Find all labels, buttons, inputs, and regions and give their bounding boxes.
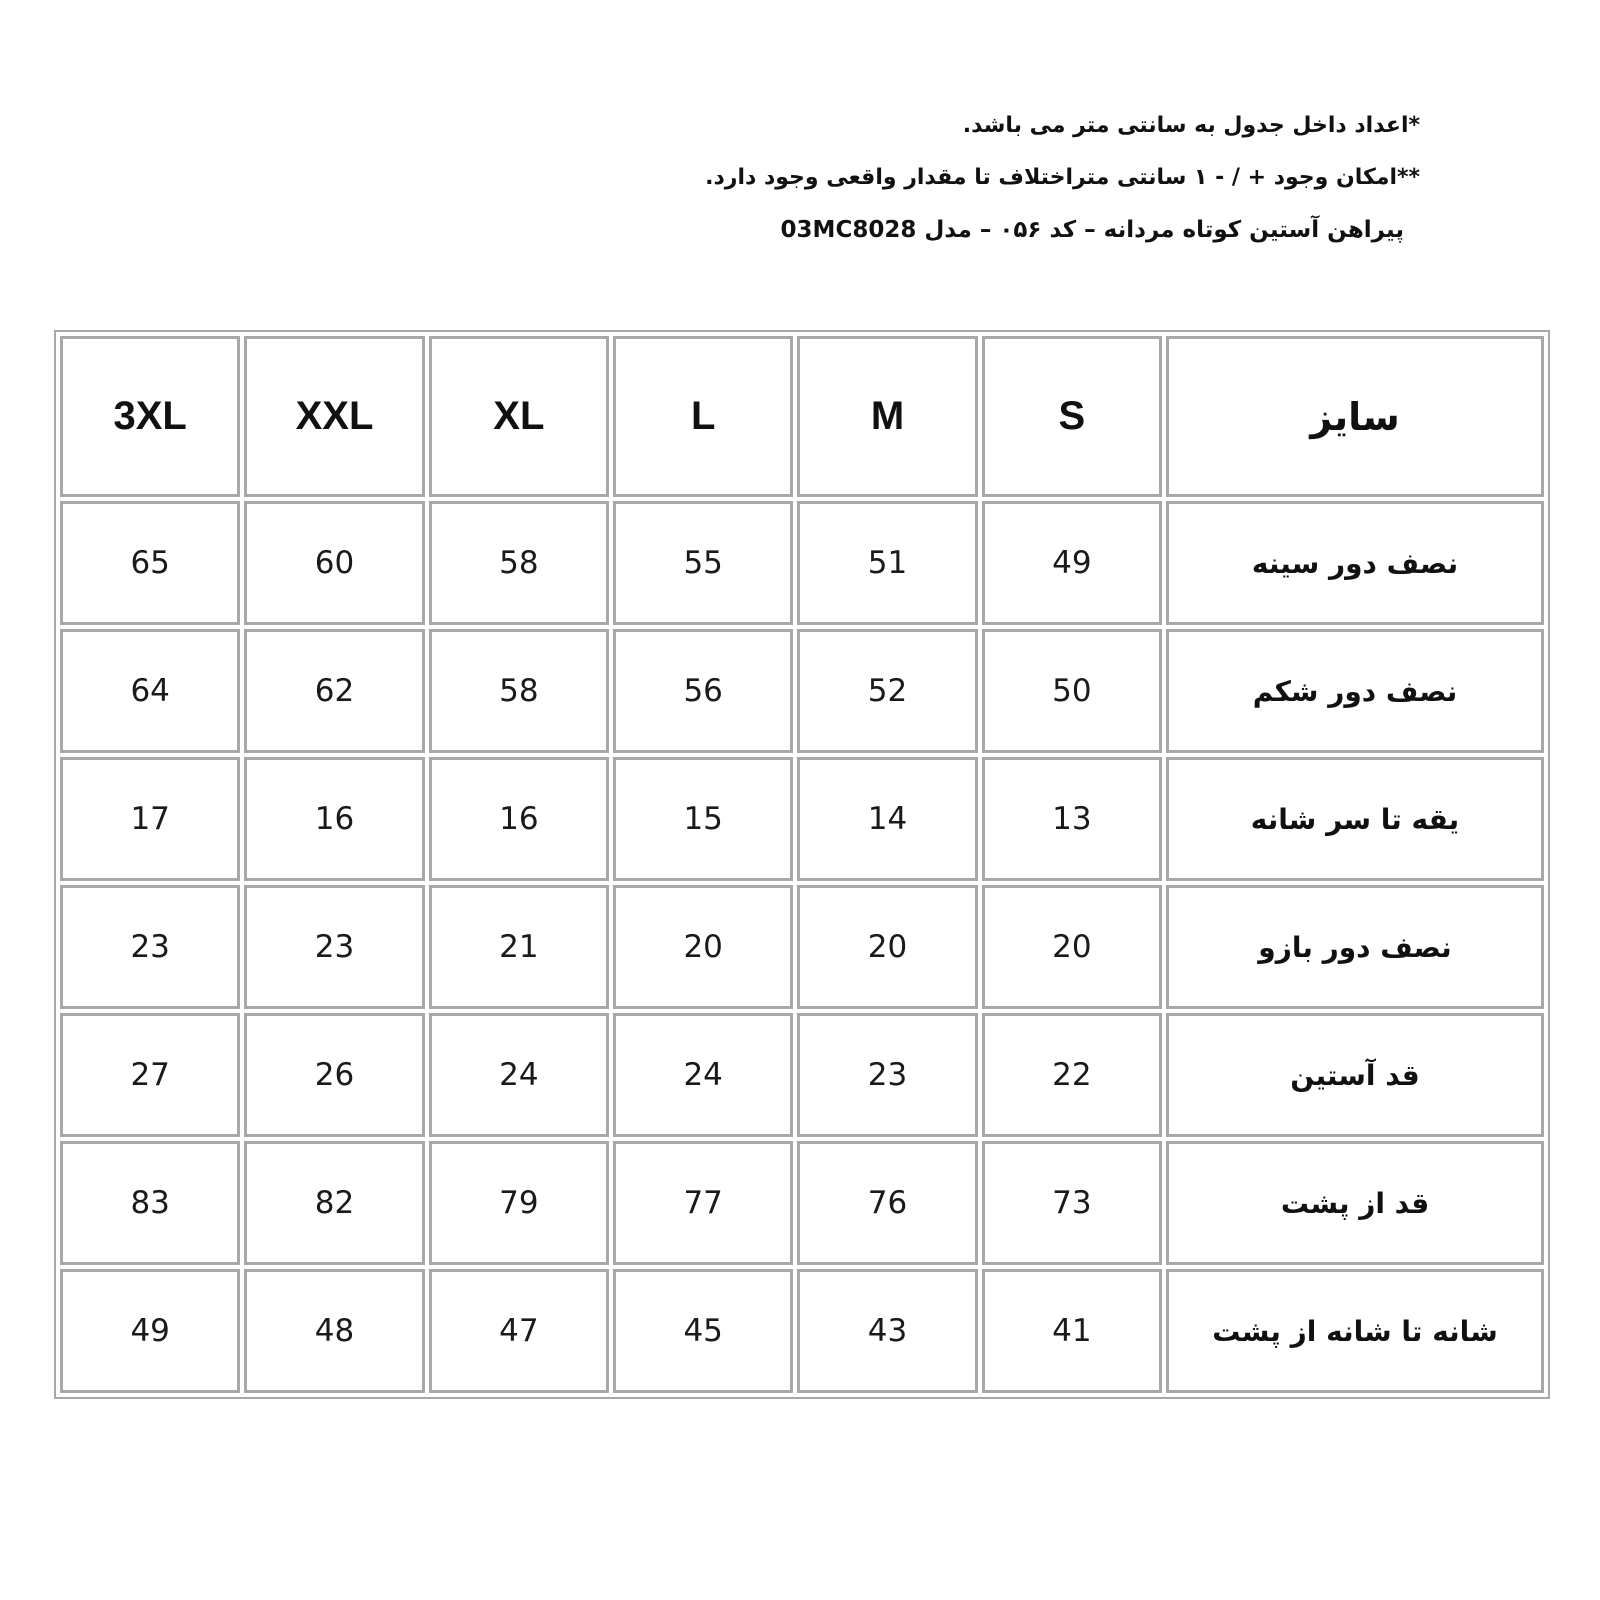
row-label: قد از پشت <box>1280 1186 1430 1220</box>
cell-value: 49 <box>130 1313 170 1349</box>
notes-block <box>520 112 1420 268</box>
table-row <box>60 1269 1544 1393</box>
cell-value: 55 <box>683 545 723 581</box>
table-cell <box>244 1269 424 1393</box>
cell-value: 20 <box>1052 929 1092 965</box>
table-cell <box>244 501 424 625</box>
cell-value: 20 <box>683 929 723 965</box>
table-cell <box>797 1141 977 1265</box>
table-cell <box>60 757 240 881</box>
cell-value: 17 <box>130 801 170 837</box>
size-header-cell <box>244 336 424 497</box>
table-cell <box>429 629 609 753</box>
row-label-cell <box>1166 1013 1544 1137</box>
table-cell <box>982 1269 1162 1393</box>
row-label-cell <box>1166 501 1544 625</box>
table-cell <box>613 1269 793 1393</box>
cell-value: 51 <box>867 545 908 581</box>
row-label: شانه تا شانه از پشت <box>1212 1314 1498 1348</box>
row-label-cell <box>1166 757 1544 881</box>
size-header-cell <box>982 336 1162 497</box>
cell-value: 27 <box>130 1057 170 1093</box>
table-cell <box>429 1141 609 1265</box>
row-label-cell <box>1166 629 1544 753</box>
note-tolerance: **امکان وجود + / - ۱ سانتی متراختلاف تا مقدار واقعی وجود دارد. <box>705 165 1420 190</box>
row-label-cell <box>1166 1141 1544 1265</box>
cell-value: 65 <box>130 545 170 581</box>
cell-value: 56 <box>683 673 723 709</box>
table-cell <box>244 885 424 1009</box>
table-cell <box>613 501 793 625</box>
cell-value: 22 <box>1052 1057 1092 1093</box>
table-cell <box>982 885 1162 1009</box>
cell-value: 23 <box>867 1057 908 1093</box>
row-label: نصف دور شکم <box>1252 674 1458 708</box>
cell-value: 24 <box>683 1057 723 1093</box>
table-cell <box>982 501 1162 625</box>
table-cell <box>797 757 977 881</box>
row-label: قد آستین <box>1290 1058 1420 1092</box>
cell-value: 21 <box>499 929 539 965</box>
table-cell <box>797 885 977 1009</box>
cell-value: 23 <box>130 929 170 965</box>
table-row <box>60 1141 1544 1265</box>
cell-value: 16 <box>499 801 539 837</box>
header-label-cell <box>1166 336 1544 497</box>
cell-value: 62 <box>314 673 355 709</box>
size-header: L <box>690 394 716 438</box>
cell-value: 50 <box>1052 673 1092 709</box>
size-header-cell <box>60 336 240 497</box>
cell-value: 83 <box>130 1185 170 1221</box>
cell-value: 43 <box>867 1313 908 1349</box>
table-cell <box>613 885 793 1009</box>
table-cell <box>60 1141 240 1265</box>
table-cell <box>60 1269 240 1393</box>
row-label: یقه تا سر شانه <box>1250 802 1460 836</box>
cell-value: 16 <box>314 801 355 837</box>
table-row <box>60 1013 1544 1137</box>
table-cell <box>982 1141 1162 1265</box>
table-cell <box>797 1013 977 1137</box>
cell-value: 64 <box>130 673 170 709</box>
cell-value: 79 <box>499 1185 539 1221</box>
table-cell <box>60 1013 240 1137</box>
cell-value: 13 <box>1052 801 1092 837</box>
row-label: نصف دور بازو <box>1258 930 1452 964</box>
cell-value: 49 <box>1052 545 1092 581</box>
table-cell <box>429 1013 609 1137</box>
row-label-cell <box>1166 885 1544 1009</box>
table-cell <box>613 629 793 753</box>
cell-value: 58 <box>499 673 539 709</box>
table-cell <box>429 885 609 1009</box>
table-cell <box>613 1013 793 1137</box>
cell-value: 45 <box>683 1313 723 1349</box>
table-row <box>60 885 1544 1009</box>
table-cell <box>244 757 424 881</box>
product-title: پیراهن آستین کوتاه مردانه – کد ۰۵۶ – مدل 03MC8028 <box>780 217 1404 243</box>
table-cell <box>244 1013 424 1137</box>
size-header-cell <box>613 336 793 497</box>
table-cell <box>613 757 793 881</box>
table-row <box>60 501 1544 625</box>
table-cell <box>982 629 1162 753</box>
size-header: S <box>1058 394 1086 438</box>
row-label-cell <box>1166 1269 1544 1393</box>
size-header: 3XL <box>113 394 187 438</box>
table-cell <box>429 1269 609 1393</box>
cell-value: 15 <box>683 801 723 837</box>
table-cell <box>429 757 609 881</box>
cell-value: 60 <box>314 545 355 581</box>
size-header-cell <box>797 336 977 497</box>
cell-value: 73 <box>1052 1185 1092 1221</box>
table-cell <box>244 629 424 753</box>
cell-value: 26 <box>314 1057 355 1093</box>
table-cell <box>982 757 1162 881</box>
size-header: M <box>870 394 905 438</box>
table-cell <box>244 1141 424 1265</box>
cell-value: 48 <box>314 1313 355 1349</box>
size-header-cell <box>429 336 609 497</box>
table-cell <box>60 501 240 625</box>
cell-value: 82 <box>314 1185 355 1221</box>
size-chart-table <box>54 330 1550 1399</box>
cell-value: 77 <box>683 1185 723 1221</box>
cell-value: 23 <box>314 929 355 965</box>
table-header-row <box>60 336 1544 497</box>
table-cell <box>60 885 240 1009</box>
cell-value: 52 <box>867 673 908 709</box>
table-cell <box>613 1141 793 1265</box>
note-units: *اعداد داخل جدول به سانتی متر می باشد. <box>962 113 1420 138</box>
cell-value: 24 <box>499 1057 539 1093</box>
cell-value: 20 <box>867 929 908 965</box>
size-header: XL <box>493 394 545 438</box>
table-cell <box>429 501 609 625</box>
cell-value: 76 <box>867 1185 908 1221</box>
size-header: XXL <box>295 394 374 438</box>
table-row <box>60 629 1544 753</box>
cell-value: 14 <box>867 801 908 837</box>
table-row <box>60 757 1544 881</box>
row-label: نصف دور سینه <box>1251 546 1459 580</box>
cell-value: 41 <box>1052 1313 1092 1349</box>
table-cell <box>797 629 977 753</box>
table-cell <box>982 1013 1162 1137</box>
table-cell <box>60 629 240 753</box>
cell-value: 58 <box>499 545 539 581</box>
header-label: سایز <box>1310 394 1400 439</box>
table-cell <box>797 1269 977 1393</box>
cell-value: 47 <box>499 1313 539 1349</box>
table-cell <box>797 501 977 625</box>
